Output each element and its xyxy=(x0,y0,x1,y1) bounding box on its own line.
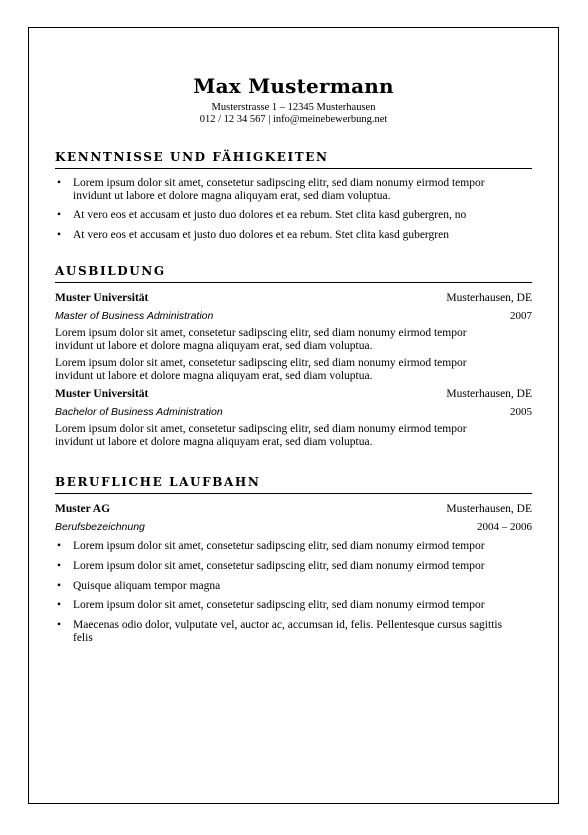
skill-text: Lorem ipsum dolor sit amet, consetetur sadipscing elitr, sed diam nonumy eirmod tempor invidunt ut labore et dolore magna aliquyam erat, sed diam voluptua. xyxy=(73,177,485,202)
bullet-icon: • xyxy=(57,579,62,592)
list-item xyxy=(55,540,532,553)
resume-page xyxy=(28,27,559,804)
list-item xyxy=(55,177,532,202)
degree-year: 2005 xyxy=(510,406,532,418)
list-item xyxy=(55,599,532,612)
career-text: Maecenas odio dolor, vulputate vel, auctor ac, accumsan id, felis. Pellentesque cursus sagittis felis xyxy=(73,619,503,644)
list-item xyxy=(55,229,532,242)
degree-name: Bachelor of Business Administration xyxy=(55,406,223,418)
career-text: Lorem ipsum dolor sit amet, consetetur sadipscing elitr, sed diam nonumy eirmod tempor xyxy=(73,559,485,572)
skills-section xyxy=(55,149,532,249)
bullet-icon: • xyxy=(57,619,62,632)
education-entry xyxy=(55,387,532,448)
degree-name: Master of Business Administration xyxy=(55,310,214,322)
skill-text: At vero eos et accusam et justo duo dolores et ea rebum. Stet clita kasd gubergren, no xyxy=(73,209,467,222)
list-item xyxy=(55,619,532,644)
bullet-icon: • xyxy=(57,209,62,222)
degree-year: 2007 xyxy=(510,310,532,322)
description-paragraph: Lorem ipsum dolor sit amet, consetetur sadipscing elitr, sed diam nonumy eirmod tempor invidunt ut labore et dolore magna aliquyam erat, sed diam voluptua. xyxy=(55,327,467,352)
bullet-icon: • xyxy=(57,177,62,189)
skill-text: At vero eos et accusam et justo duo dolores et ea rebum. Stet clita kasd gubergren xyxy=(73,229,449,242)
career-title: BERUFLICHE LAUFBAHN xyxy=(55,474,532,494)
institution-location: Musterhausen, DE xyxy=(446,292,532,304)
career-text: Quisque aliquam tempor magna xyxy=(73,579,221,592)
skills-list xyxy=(55,177,532,242)
resume-header xyxy=(29,73,558,126)
career-section xyxy=(55,474,532,651)
list-item xyxy=(55,580,532,593)
job-title: Berufsbezeichnung xyxy=(55,521,145,533)
career-list xyxy=(55,540,532,644)
bullet-icon: • xyxy=(57,599,62,612)
address-line: Musterstrasse 1 – 12345 Musterhausen xyxy=(211,102,376,113)
institution-name: Muster Universität xyxy=(55,388,149,400)
bullet-icon: • xyxy=(57,229,62,242)
company-location: Musterhausen, DE xyxy=(446,503,532,515)
description-paragraph: Lorem ipsum dolor sit amet, consetetur sadipscing elitr, sed diam nonumy eirmod tempor invidunt ut labore et dolore magna aliquyam erat, sed diam voluptua. xyxy=(55,423,467,448)
education-entry xyxy=(55,291,532,382)
description-paragraph: Lorem ipsum dolor sit amet, consetetur sadipscing elitr, sed diam nonumy eirmod tempor invidunt ut labore et dolore magna aliquyam erat, sed diam voluptua. xyxy=(55,357,467,382)
institution-location: Musterhausen, DE xyxy=(446,388,532,400)
list-item xyxy=(55,560,532,573)
person-name: Max Mustermann xyxy=(193,74,394,98)
bullet-icon: • xyxy=(57,559,62,572)
list-item xyxy=(55,209,532,222)
skills-title: KENNTNISSE UND FÄHIGKEITEN xyxy=(55,149,532,169)
education-section xyxy=(55,263,532,453)
company-name: Muster AG xyxy=(55,503,111,515)
career-text: Lorem ipsum dolor sit amet, consetetur sadipscing elitr, sed diam nonumy eirmod tempor xyxy=(73,540,485,552)
education-title: AUSBILDUNG xyxy=(55,263,532,283)
career-text: Lorem ipsum dolor sit amet, consetetur sadipscing elitr, sed diam nonumy eirmod tempor xyxy=(73,599,485,612)
institution-name: Muster Universität xyxy=(55,292,149,304)
bullet-icon: • xyxy=(57,540,62,552)
contact-line: 012 / 12 34 567 | info@meinebewerbung.net xyxy=(199,114,388,125)
job-period: 2004 – 2006 xyxy=(477,521,532,533)
